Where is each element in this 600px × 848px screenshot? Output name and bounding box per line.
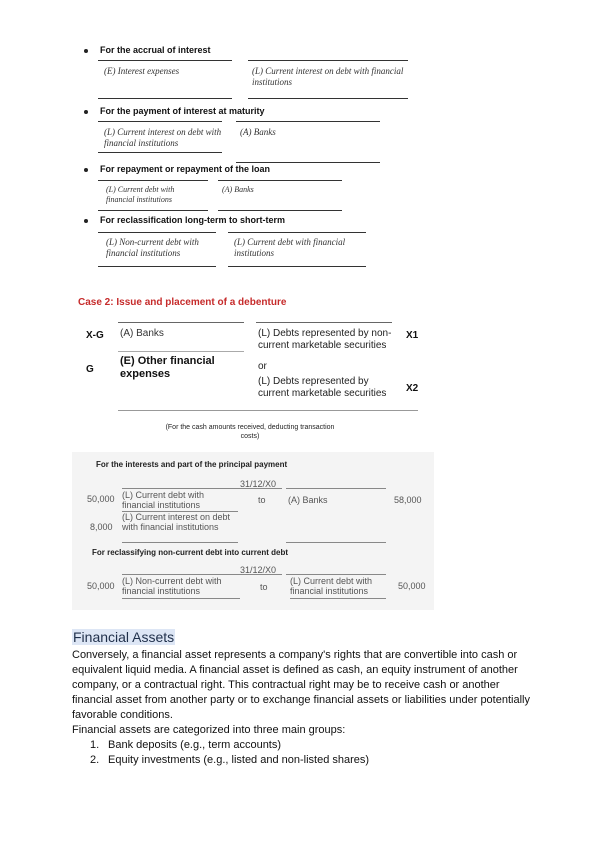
case2-x2: X2 [406, 383, 419, 394]
entry-debit-accrual: (E) Interest expenses [104, 66, 180, 76]
rule [236, 121, 380, 122]
case2-or: or [258, 361, 267, 372]
list-item-number: 1. [90, 739, 100, 751]
entry-heading-accrual: For the accrual of interest [100, 45, 211, 55]
section-title-text: Financial Assets [73, 629, 175, 645]
list-item: Equity investments (e.g., listed and non-listed shares) [108, 754, 370, 766]
panel-heading2: For reclassifying non-current debt into current debt [92, 548, 289, 557]
rule [98, 152, 222, 153]
case2-row2-label: G [86, 364, 94, 375]
rule [286, 488, 386, 489]
rule [98, 60, 232, 61]
case2-debit1: (A) Banks [120, 328, 164, 339]
rule [122, 574, 282, 575]
rule [98, 266, 216, 267]
case2-credit1: (L) Debts represented by non-current marketable securities [258, 328, 392, 351]
rule [98, 98, 232, 99]
rule [236, 162, 380, 163]
case2-row1-label: X-G [86, 330, 104, 341]
rule [218, 210, 342, 211]
panel-to2: to [260, 582, 268, 592]
case2-debit2: (E) Other financial expenses [120, 355, 215, 380]
rule [118, 351, 244, 352]
entry-debit-repayment: (L) Current debt with financial institutions [106, 185, 175, 204]
rule [286, 574, 386, 575]
list-item: Bank deposits (e.g., term accounts) [108, 739, 282, 751]
rule [248, 98, 408, 99]
rule [98, 232, 216, 233]
bullet-icon [84, 110, 88, 114]
bullet-icon [84, 219, 88, 223]
panel-account1: (L) Current debt with financial institutions [122, 490, 205, 510]
panel-amount1: 50,000 [87, 494, 115, 504]
rule [286, 542, 386, 543]
list-item-number: 2. [90, 754, 100, 766]
section-title [72, 628, 175, 646]
entry-heading-payment: For the payment of interest at maturity [100, 106, 265, 116]
panel-date2: 31/12/X0 [240, 565, 277, 575]
panel-account3: (L) Non-current debt with financial institutions [122, 576, 222, 596]
rule [228, 266, 366, 267]
entry-credit-accrual: (L) Current interest on debt with financial institutions [252, 66, 404, 87]
rule [98, 210, 208, 211]
entry-debit-reclass: (L) Non-current debt with financial institutions [106, 237, 199, 258]
rule [256, 322, 392, 323]
panel-credit-amount1: 58,000 [394, 495, 422, 505]
rule [122, 542, 238, 543]
entry-heading-reclass: For reclassification long-term to short-term [100, 215, 286, 225]
rule [118, 410, 418, 411]
panel-date1: 31/12/X0 [240, 479, 277, 489]
bullet-icon [84, 49, 88, 53]
rule [98, 121, 222, 122]
rule [290, 598, 386, 599]
case2-x1: X1 [406, 330, 419, 341]
entry-credit-payment: (A) Banks [240, 127, 276, 137]
bullet-icon [84, 168, 88, 172]
rule [228, 232, 366, 233]
rule [248, 60, 408, 61]
panel-heading1: For the interests and part of the principal payment [96, 460, 288, 469]
rule [122, 488, 282, 489]
rule [118, 322, 244, 323]
rule [122, 598, 240, 599]
rule [218, 180, 342, 181]
entry-credit-repayment: (A) Banks [222, 185, 254, 194]
panel-amount2: 8,000 [90, 522, 113, 532]
panel-credit-account2: (L) Current debt with financial institutions [290, 576, 373, 596]
panel-amount3: 50,000 [87, 581, 115, 591]
paragraph-1: Conversely, a financial asset represents a company's rights that are convertible into cash or equivalent liquid media. A financial asset is defined as cash, an equity instrument of another company, or a contractual right. This contractual right may be to receive cash or another financial asset from another party or to exchange financial assets or liabilities under potentially favorable conditions. [72, 649, 530, 721]
rule [98, 180, 208, 181]
paragraph-2: Financial assets are categorized into three main groups: [72, 724, 346, 736]
panel-credit-account1: (A) Banks [288, 495, 328, 505]
panel-credit-amount2: 50,000 [398, 581, 426, 591]
entry-credit-reclass: (L) Current debt with financial institutions [234, 237, 346, 258]
case2-note: (For the cash amounts received, deducting transaction costs) [165, 424, 335, 440]
panel-account2: (L) Current interest on debt with financial institutions [122, 512, 231, 532]
case2-credit2: (L) Debts represented by current marketable securities [258, 376, 387, 399]
case2-title: Case 2: Issue and placement of a debenture [78, 297, 287, 308]
entry-debit-payment: (L) Current interest on debt with financial institutions [104, 127, 222, 148]
panel-to1: to [258, 495, 266, 505]
entry-heading-repayment: For repayment or repayment of the loan [100, 164, 271, 174]
